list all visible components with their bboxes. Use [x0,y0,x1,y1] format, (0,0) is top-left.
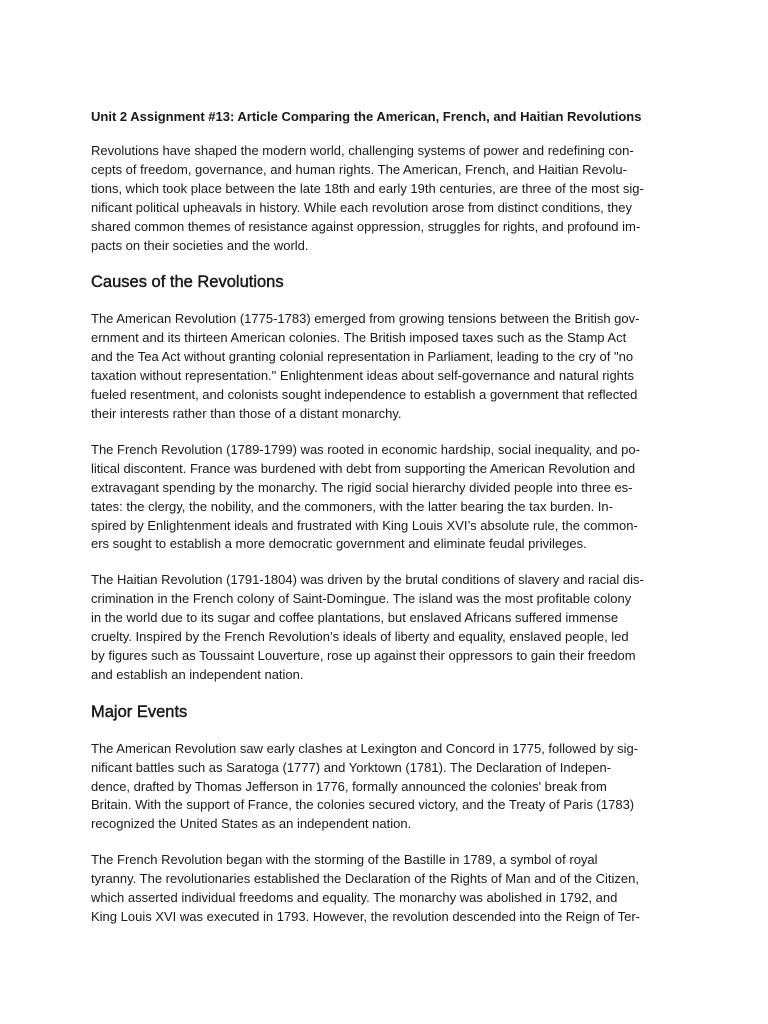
paragraph-french-causes [91,441,679,554]
text-line: tyranny. The revolutionaries established the Declaration of the Rights of Man and of the Citizen, [91,871,639,887]
text-line: cepts of freedom, governance, and human rights. The American, French, and Haitian Revolu- [91,161,627,177]
text-line: spired by Enlightenment ideals and frustrated with King Louis XVI’s absolute rule, the common- [91,517,638,533]
text-line: dence, drafted by Thomas Jefferson in 1776, formally announced the colonies' break from [91,778,607,794]
text-line: The French Revolution (1789-1799) was rooted in economic hardship, social inequality, and po- [91,441,640,457]
text-line: litical discontent. France was burdened with debt from supporting the American Revolution and [91,460,636,476]
text-line: extravagant spending by the monarchy. The rigid social hierarchy divided people into three es- [91,479,633,495]
paragraph-french-events [91,851,679,927]
text-line: crimination in the French colony of Saint-Domingue. The island was the most profitable colony [91,591,632,607]
paragraph-american-causes [91,310,679,423]
text-line: Revolutions have shaped the modern world, challenging systems of power and redefining con- [91,143,634,158]
text-line: and establish an independent nation. [91,666,304,682]
text-line: shared common themes of resistance against oppression, struggles for rights, and profound im- [91,218,641,234]
text-line: The American Revolution saw early clashes at Lexington and Concord in 1775, followed by sig- [91,740,639,756]
text-line: King Louis XVI was executed in 1793. However, the revolution descended into the Reign of Ter- [91,909,640,924]
document-body [91,108,679,944]
document-title: Unit 2 Assignment #13: Article Comparing the American, French, and Haitian Revolutions [91,109,642,124]
paragraph-haitian-causes [91,571,679,684]
text-line: their interests rather than those of a distant monarchy. [91,405,402,421]
text-line: which asserted individual freedoms and equality. The monarchy was abolished in 1792, and [91,890,618,906]
text-line: by figures such as Toussaint Louverture, rose up against their oppressors to gain their freedom [91,647,636,663]
text-line: recognized the United States as an independent nation. [91,816,412,832]
text-line: pacts on their societies and the world. [91,237,309,253]
text-line: in the world due to its sugar and coffee plantations, but enslaved Africans suffered immense [91,610,619,626]
text-line: The Haitian Revolution (1791-1804) was driven by the brutal conditions of slavery and racial dis- [91,572,644,588]
text-line: The French Revolution began with the storming of the Bastille in 1789, a symbol of royal [91,852,598,868]
text-line: ers sought to establish a more democratic government and eliminate feudal privileges. [91,536,587,552]
text-line: nificant political upheavals in history. While each revolution arose from distinct conditions, they [91,199,632,215]
text-line: tions, which took place between the late 18th and early 19th centuries, are three of the most sig- [91,180,644,196]
text-line: Britain. With the support of France, the colonies secured victory, and the Treaty of Paris (1783) [91,797,635,813]
text-line: taxation without representation." Enlightenment ideas about self-governance and natural rights [91,368,635,384]
text-line: ernment and its thirteen American colonies. The British imposed taxes such as the Stamp Act [91,330,627,346]
section-heading-causes: Causes of the Revolutions [91,273,284,292]
text-line: The American Revolution (1775-1783) emerged from growing tensions between the British gov- [91,311,640,327]
section-heading-major-events: Major Events [91,702,188,721]
text-line: and the Tea Act without granting colonial representation in Parliament, leading to the cry of "no [91,349,634,365]
text-line: cruelty. Inspired by the French Revolution’s ideals of liberty and equality, enslaved people, led [91,629,629,645]
text-line: fueled resentment, and colonists sought independence to establish a government that reflected [91,387,638,403]
intro-paragraph [91,142,679,255]
paragraph-american-events [91,740,679,835]
text-line: nificant battles such as Saratoga (1777) and Yorktown (1781). The Declaration of Indepen- [91,759,612,775]
text-line: tates: the clergy, the nobility, and the commoners, with the latter bearing the tax burden. In- [91,498,613,514]
